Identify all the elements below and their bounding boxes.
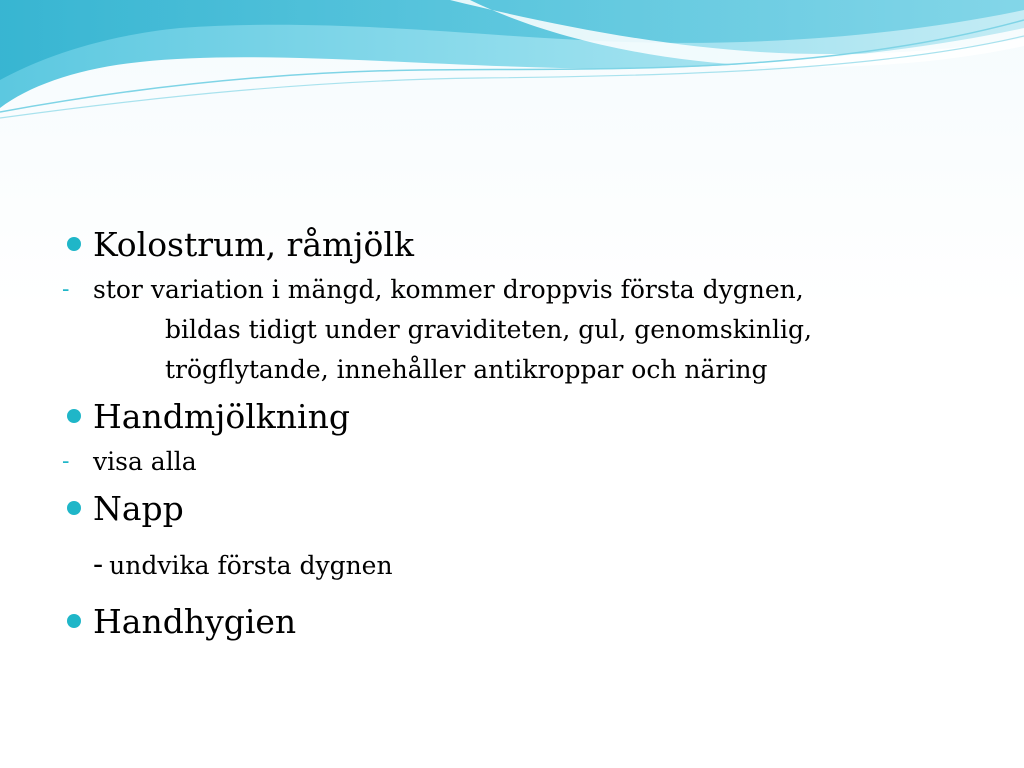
bullet-dot [67,237,81,251]
bullet-text: Kolostrum, råmjölk [93,225,414,264]
dash-marker: - [62,277,70,302]
bullet-dot [67,501,81,515]
bullet-list [62,222,992,645]
sub-text-line-1: visa alla [93,447,197,476]
sub-item-handmjolkning [62,442,992,482]
bullet-text: Napp [93,489,184,528]
sub-text-line-3: trögflytande, innehåller antikroppar och näring [165,355,768,384]
sub-text-line-1: stor variation i mängd, kommer droppvis första dygnen, [93,275,804,304]
bullet-dot [67,409,81,423]
bullet-item-handmjolkning [62,394,992,440]
sub-item-napp [62,542,992,589]
bullet-item-napp [62,486,992,532]
bullet-item-kolostrum [62,222,992,268]
sub-text-line-2: bildas tidigt under graviditeten, gul, genomskinlig, [165,315,812,344]
bullet-text: Handhygien [93,602,297,641]
sub-text: undvika första dygnen [109,551,393,580]
dash-marker: - [62,449,70,474]
header-wave-decoration [0,0,1024,130]
bullet-text: Handmjölkning [93,397,350,436]
sub-item-kolostrum [62,270,992,390]
bullet-item-handhygien [62,599,992,645]
dash-marker: - [93,547,104,582]
bullet-dot [67,614,81,628]
